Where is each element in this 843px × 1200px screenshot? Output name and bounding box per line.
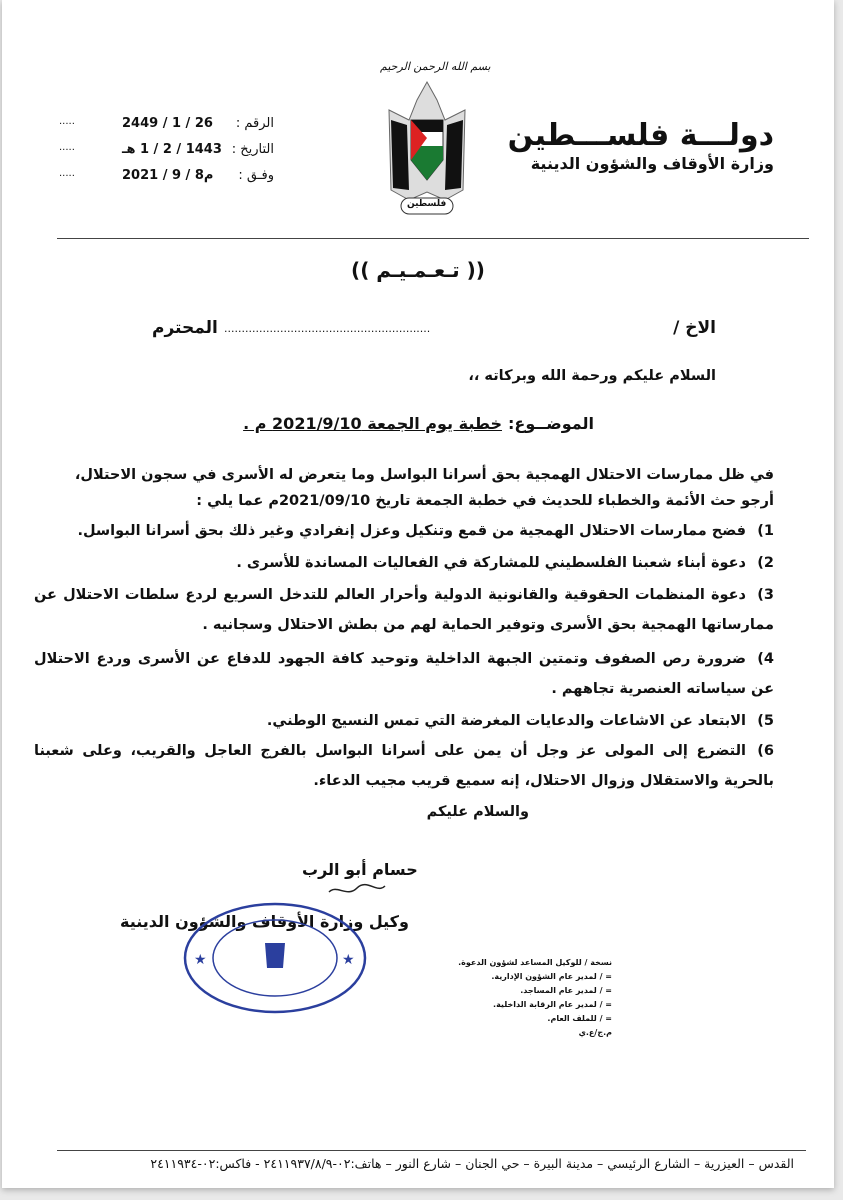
svg-text:★: ★ (342, 952, 355, 968)
intro-line: في ظل ممارسات الاحتلال الهمجية بحق أسرانا البواسل وما يتعرض له الأسرى في سجون الاحتلال، (74, 467, 774, 483)
closing: والسلام عليكم (426, 804, 529, 820)
official-stamp (180, 898, 370, 1018)
subject (243, 414, 594, 433)
ref-number-label: الرقم : (235, 116, 274, 131)
hijri-date: 1443 / 2 / 1 هـ (122, 142, 222, 157)
list-item: 4)ضرورة رص الصفوف وتمتين الجبهة الداخلية وتوحيد كافة الجهود للدفاع عن الأسرى وردع الاحتلال عن سياساته العنصرية تجاههم . (34, 651, 774, 697)
dots: ..... (59, 116, 75, 127)
copies-list (412, 956, 612, 1040)
copy-recipient: = / لمدير عام الرقابة الداخلية. (493, 1000, 612, 1009)
copy-recipient: نسخة / للوكيل المساعد لشؤون الدعوة. (458, 958, 612, 967)
gregorian-date: 2021 / 9 / 8م (122, 168, 214, 183)
hijri-date-label: التاريخ : (231, 142, 274, 157)
emblem-label: فلسطين (407, 199, 447, 209)
copy-recipient: = / للملف العام. (547, 1014, 612, 1023)
copy-recipient: = / لمدير عام المساجد. (520, 986, 612, 995)
signatory-name: حسام أبو الرب (302, 860, 418, 879)
document-page (2, 0, 834, 1188)
copy-recipient: = / لمدير عام الشؤون الإدارية. (491, 972, 612, 981)
honorific: المحترم (152, 318, 218, 338)
addressee-dots: ........................................................... (224, 322, 431, 335)
basmala: بسم الله الرحمن الرحيم (380, 60, 491, 73)
greeting: السلام عليكم ورحمة الله وبركاته ،، (468, 368, 716, 384)
document-title: (( تـعـمـيـم )) (351, 258, 485, 282)
subject-label: الموضــوع: (507, 414, 594, 433)
addressee-label: الاخ / (673, 318, 716, 338)
initials: م.ج/ع.ي (578, 1028, 612, 1037)
ref-number: 2449 / 1 / 26 (122, 116, 213, 131)
list-item: 1)فضح ممارسات الاحتلال الهمجية من قمع وتنكيل وعزل إنفرادي وغير ذلك بحق أسرانا البواسل. (77, 523, 774, 539)
dots: ..... (59, 168, 75, 179)
intro-line: أرجو حث الأئمة والخطباء للحديث في خطبة الجمعة تاريخ 2021/09/10م عما يلي : (196, 493, 774, 509)
handwritten-signature (327, 880, 387, 900)
intro-paragraph (34, 462, 774, 514)
signatory-title: وكيل وزارة الأوقاف والشؤون الدينية (120, 912, 409, 931)
footer-address: القدس – العيزرية – الشارع الرئيسي – مدينة البيرة – حي الجنان – شارع النور – هاتف:٠٢-٢٤١١٩٣٧/٨/٩ - فاكس:٠٢-٢٤١١٩٣٤ (150, 1156, 794, 1171)
header-divider (57, 238, 809, 239)
list-item: 3)دعوة المنظمات الحقوقية والقانونية الدولية وأحرار العالم للتدخل السريع لردع سلطات الاحتلال عن ممارساتها الهمجية بحق الأسرى وتوفير الحماية لهم من بطش الاحتلال وسجانيه . (34, 587, 774, 633)
ministry-name: وزارة الأوقاف والشؤون الدينية (530, 154, 774, 173)
footer-divider (57, 1150, 806, 1151)
list-item: 2)دعوة أبناء شعبنا الفلسطيني للمشاركة في الفعاليات المساندة للأسرى . (236, 555, 774, 571)
svg-text:★: ★ (194, 952, 207, 968)
list-item: 6)التضرع إلى المولى عز وجل أن يمن على أسرانا البواسل بالفرج العاجل والقريب، وعلى شعبنا بالحرية والاستقلال وزوال الاحتلال، إنه سميع قريب مجيب الدعاء. (34, 743, 774, 789)
gregorian-date-label: وفـق : (238, 168, 274, 183)
state-name: دولـــة فلســـطين (507, 118, 774, 153)
dots: ..... (59, 142, 75, 153)
subject-text: خطبة يوم الجمعة 2021/9/10 م . (243, 414, 502, 433)
list-item: 5)الابتعاد عن الاشاعات والدعايات المغرضة التي تمس النسيج الوطني. (266, 713, 774, 729)
